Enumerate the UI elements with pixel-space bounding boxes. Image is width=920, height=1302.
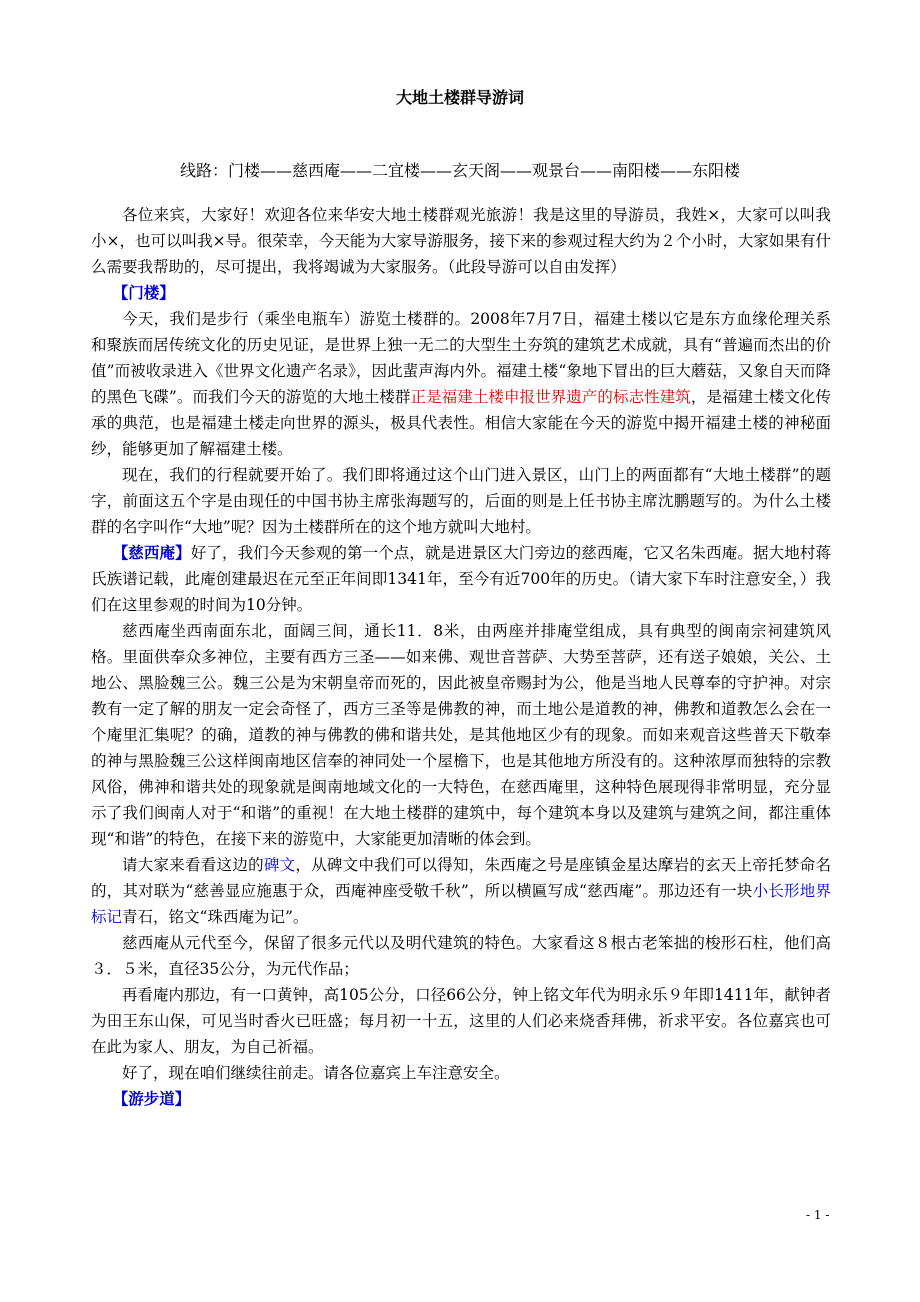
gate-p1-text-b: ，是福建土楼文化传承的典范，也是福建土楼走向世界的源头，极具代表性。相信大家能在今天的游览中揭开福建土楼的神秘面纱，能够更加了解福建土楼。	[91, 388, 831, 458]
intro-paragraph: 各位来宾，大家好！欢迎各位来华安大地土楼群观光旅游！我是这里的导游员，我姓×，大家可以叫我小×，也可以叫我×导。很荣幸，今天能为大家导游服务，接下来的参观过程大约为２个小时，大家如果有什么需要我帮助的，尽可提出，我将竭诚为大家服务。（此段导游可以自由发挥）	[91, 206, 831, 276]
page-title: 大地土楼群导游词	[395, 88, 524, 107]
route-line: 线路：门楼——慈西庵——二宜楼——玄天阁——观景台——南阳楼——东阳楼	[180, 161, 741, 180]
cixi-paragraph-3	[91, 852, 831, 930]
cixi-p3-text-c: 青石，铭文“珠西庵为记”。	[122, 908, 309, 926]
cixi-paragraph-6: 好了，现在咱们继续往前走。请各位嘉宾上车注意安全。	[122, 1064, 510, 1082]
section-walk-heading	[91, 1086, 831, 1112]
gate-p1-highlight: 正是福建土楼申报世界遗产的标志性建筑	[410, 388, 691, 406]
cixi-p3-text-b: ，从碑文中我们可以得知，朱西庵之号是座镇金星达摩岩的玄天上帝托梦命名的，其对联为“慈善显应施惠于众，西庵神座受敬千秋”，所以横匾写成“慈西庵”。那边还有一块	[91, 856, 831, 900]
gate-paragraph-2: 现在，我们的行程就要开始了。我们即将通过这个山门进入景区，山门上的两面都有“大地土楼群”的题字，前面这五个字是由现任的中国书协主席张海题写的，后面的则是上任书协主席沈鹏题写的。为什么土楼群的名字叫作“大地”呢？因为土楼群所在的这个地方就叫大地村。	[91, 466, 831, 536]
cixi-p1-text: 好了，我们今天参观的第一个点，就是进景区大门旁边的慈西庵，它又名朱西庵。据大地村蒋氏族谱记载，此庵创建最迟在元至正年间即1341年，至今有近700年的历史。（请大家下车时注意安全，）我们在这里参观的时间为10分钟。	[91, 544, 831, 614]
cixi-paragraph-5: 再看庵内那边，有一口黄钟，高105公分，口径66公分，钟上铭文年代为明永乐９年即1411年，献钟者为田王东山保，可见当时香火已旺盛；每月初一十五，这里的人们必来烧香拜佛，祈求平安。各位嘉宾也可在此为家人、朋友，为自己祈福。	[91, 986, 831, 1056]
section-walk-label: 【游步道】	[112, 1090, 191, 1108]
cixi-paragraph-2: 慈西庵坐西南面东北，面阔三间，通长11．8米，由两座并排庵堂组成，具有典型的闽南宗祠建筑风格。里面供奉众多神位，主要有西方三圣——如来佛、观世音菩萨、大势至菩萨，还有送子娘娘，关公、土地公、黑脸魏三公。魏三公是为宋朝皇帝而死的，因此被皇帝赐封为公，他是当地人民尊奉的守护神。对宗教有一定了解的朋友一定会奇怪了，西方三圣等是佛教的神，而土地公是道教的神，佛教和道教怎么会在一个庵里汇集呢？的确，道教的神与佛教的佛和谐共处，是其他地区少有的现象。而如来观音这些普天下敬奉的神与黑脸魏三公这样闽南地区信奉的神同处一个屋檐下，也是其他地方所没有的。这种浓厚而独特的宗教风俗，佛神和谐共处的现象就是闽南地域文化的一大特色，在慈西庵里，这种特色展现得非常明显，充分显示了我们闽南人对于“和谐”的重视！在大地土楼群的建筑中，每个建筑本身以及建筑与建筑之间，都注重体现“和谐”的特色，在接下来的游览中，大家能更加清晰的体会到。	[91, 622, 831, 848]
cixi-paragraph-4: 慈西庵从元代至今，保留了很多元代以及明代建筑的特色。大家看这８根古老笨拙的梭形石柱，他们高３．５米，直径35公分，为元代作品；	[91, 934, 831, 978]
section-gate-label: 【门楼】	[112, 284, 175, 302]
section-cixi-label: 【慈西庵】	[112, 544, 191, 562]
page-number: - 1 -	[806, 1208, 830, 1222]
boundary-marker-text: 小长形地界标记	[91, 882, 831, 926]
document-body	[91, 202, 831, 1112]
gate-p1-text-a: 今天，我们是步行（乘坐电瓶车）游览土楼群的。2008年7月7日，福建土楼以它是东方血缘伦理关系和聚族而居传统文化的历史见证，是世界上独一无二的大型生土夯筑的建筑艺术成就，具有“普遍而杰出的价值”而被收录进入《世界文化遗产名录》，因此蜚声海内外。福建土楼“象地下冒出的巨大蘑菇，又象自天而降的黑色飞碟”。而我们今天的游览的大地土楼群	[91, 310, 831, 406]
stele-link-text: 碑文	[263, 856, 296, 874]
cixi-paragraph-1	[91, 540, 831, 618]
section-gate-heading	[91, 280, 831, 306]
cixi-p3-text-a: 请大家来看看这边的	[122, 856, 264, 874]
gate-paragraph-1	[91, 306, 831, 462]
